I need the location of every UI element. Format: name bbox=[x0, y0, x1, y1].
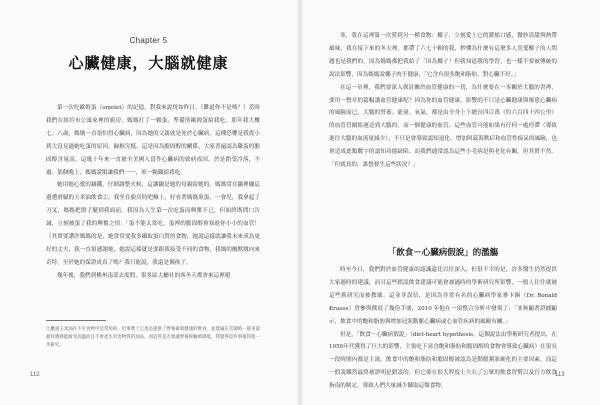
paragraph: 她用她心愛的鑄鐵，仔細調整火候，這讓鍋是她的母親給她的，媽媽常在鍋裡爐這邊遭滑膩的玉米油飲食②，我坐在廚房的吧檯上，好看著媽媽煎蛋，一會兒，我拿起了刀叉，媽媽把盤子擺到我面前。我因為人生第一次吃蛋而興奮不已，但始終既問口告誡，立刻被蛋了我的興奮之情：「蛋不能太常吃，蛋裡的膽固醇會塞進你小小的血管！（其實要讚許媽媽的是，她常常要我多攝取蛋白質的食物，她說這樣就讓我未來成為更好的丈夫，我一直很感謝她，她說這樣就是要跟我接受不同的食物，我媽的幽默緣向來奇特，至於她的保證成真了嗎？我只能說，我還是個孩子。 bbox=[46, 182, 260, 266]
paragraph: 幾年後，我們到佛州南部去度假，很多區大廳社的客冬天都會來這裡避 bbox=[57, 272, 231, 279]
paragraph: 但是，「飲食－心臟病假說」（diet-heart hypothesis，這個說法由學術研究者提出，在1950年代獲得了巨大的影響，主張吃下富含飽和脂肪和膽固醇的食物會導致心臟病）在很長一段時間內都是主流。飲食中的飽和脂肪和膽固醇被認為是動脈粥狀硬化的主要因素，而這一假說雖然最終被證明是錯誤的，但它卻在很大程度上左右了公眾的飲食習慣以及官方飲食指南的制定，導致人們大量減少攝取這類食物。 bbox=[329, 331, 557, 390]
right-page bbox=[303, 0, 600, 405]
paragraph: 第一次吃歐姆蛋（omelet）的記憶，對我來說恍如昨日。（難道你不是嗎？）當時我們在紐約市公寓家裡的廚房，媽媽打了一顆蛋，準備煎歐姆蛋給我吃。那年我大概七、八歲，媽媽一直很怕得心臟病，因為她的父親就是死於心臟病，這種恐懼是我從小到大沒見過她吃蛋的原因。歸根究柢，這是因為膽固醇的關係，大家普遍認為雞蛋的膽固醇含量高，這幾十年來一直被全美國人當作心臟病的致病成因，於是錯受冷落，不過，那個晚上，媽媽說服讓我們一一，煎一顆雞給我吃。 bbox=[46, 105, 260, 176]
left-page bbox=[0, 0, 297, 405]
paragraph: 時至今日，我們對於血管健康的認識還比以往深入，但很不幸的是，許多醫生仍然提供大家過時的建議，而且這些錯誤飲食建議可能會被過時的學術研究所影響，一般人往往就被這些舊研究而被教壞。這並非誤信，是因為非常有名的心臟病學家麥卡錫（Dr. Ronald Krauss）曾參與撰寫了幾份手冊，2010 年他在一項整合分析中發現了：「並無顯著證據顯示，飲食中的飽和脂肪與增加冠狀動脈心臟病或心血管疾病的風險有關。」 bbox=[329, 267, 557, 325]
page-number: 112 bbox=[30, 372, 40, 378]
page-number: 113 bbox=[555, 372, 565, 378]
right-body-text-top bbox=[329, 30, 557, 235]
chapter-title: 心臟健康，大腦就健康 bbox=[68, 54, 229, 72]
chapter-label: Chapter 5 bbox=[129, 36, 168, 45]
right-body-text-bottom bbox=[329, 264, 557, 390]
section-heading: 「飲食－心臟病假說」的濫觴 bbox=[387, 248, 499, 258]
footnote-divider bbox=[46, 320, 106, 321]
paragraph: 寒，我在這裡第一次嘗到另一種食物：椰子，立刻愛上它的濃郁口感，微妙清甜與熱帶風味，我在接下來的冬天裡，都帶了六七十顆的我，秒懂為什麼有這麼多人喜愛椰子的人問題也是我們的，因為媽媽都把我給了「因為椰子！但我知道我的學習，也一樣不要被傳統的說法影響，因為媽媽說椰子肉不健康，「它含有很多飽和脂肪，對心臟不好。」 bbox=[329, 33, 557, 78]
left-body-text bbox=[46, 102, 260, 292]
footnote: ②雖說玉米油在不少食物中是常用的，但事實上它也是提供了營養素與健康的飲食，並建議在烹調時一般來說最好選擇能耐受高溫而且不會產生有害物質的油品，而這些是否會讓營養經驗被降低，我覺得這件事值得進一步研究。 bbox=[46, 327, 260, 349]
paragraph: 在這一章裡，我們要深入探討關於血管健康的一切，為什麼要在一本關於大腦的書裡，要用一整章的篇幅講血管健康呢？因為你的血管健康，影響的不只是心臟健康與罹患心臟病的風險而已，大腦的營養、能量、氧氣，都是由全身上下總長四百萬（約六百四十四公里）的血管管網絡運送到大腦的，而一個健康的血管、這些血管可能如果有任何一處停滯（導致進往大腦的血流量減少），不只是會導致認知退化、增加阿茲海默症和血管性痴呆的風險，也會造成此類數字的認知功能缺陷。而我們通常認為這些小毛病是與老化有關，但其實不然。「但就真的，誰想發生這些狀況？」 bbox=[329, 84, 557, 169]
